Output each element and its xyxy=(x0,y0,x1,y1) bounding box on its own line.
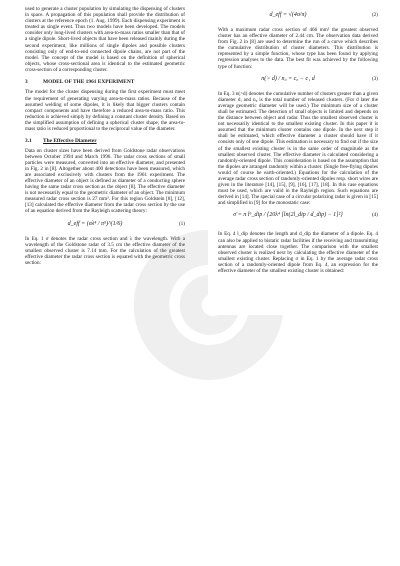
left-column xyxy=(25,6,185,269)
subsection-title: The Effective Diameter xyxy=(43,138,97,145)
subsection-paragraph: Data on cluster sizes have been derived from Goldstone radar observations between October 1994 and March 1996. The radar cross sections of small particles were measured, converted into an effective diameter, and presented in Fig. 2 in [8]. Altogether about 400 detections have been measured, which are associated exclusively with clusters from the 1961 experiment. The effective diameter of an object is defined as diameter of a conducting sphere having the same radar cross section as the object [8]. The effective diameter is not necessarily equal to the geometric diameter of an object. The minimum measured radar cross section is 27 mm². For this region Goldstein [8], [12], [13] calculated the effective diameter from the radar cross section by the use of an equation derived from the Rayleigh scattering theory: xyxy=(25,147,185,215)
right-column xyxy=(218,6,378,277)
section-title: MODEL OF THE 1961 EXPERIMENT xyxy=(43,79,135,86)
after-eq2-paragraph: With a maximum radar cross section of 466 mm² the greatest observed cluster has an effective diameter of 2.44 cm. The observation data derived from Fig. 2 in [8] are used to determine the run of a curve which describes the cumulative distribution of cluster diameters. This distribution is represented by a simple function, whose type has been found by applying regression analyses to the data. The best fit was achieved by the following type of function: xyxy=(218,27,378,70)
after-eq3-paragraph: In Eq. 3 n(>d) denotes the cumulative number of clusters greater than a given diameter d, and n₀ is the total number of released clusters. (For d later the average geometric diameter will be used.) The minimum size of a cluster shall be estimated. The detection of small objects is limited and depends on the distance between object and radar. Thus the smallest observed cluster is not necessarily identical to the smallest existing cluster. In this paper it is assumed that the minimum cluster contains one dipole. In the next step it shall be estimated, which effective diameter a cluster should have if it consists only of one dipole. This estimation is necessary to find out if the size of the smallest existing cluster is in the same order of magnitude as the smallest observed cluster. The effective diameter is calculated considering a randomly-oriented dipole. This consideration is based on the assumption that the dipoles are arranged randomly within a cluster. (Single free-flying dipoles would of course be earth-oriented.) Equations for the calculation of the average radar cross section of randomly-oriented dipoles resp. short wires are given in the literature [14], [15], [9], [16], [17], [18]. In this case equations must be used, which are valid in the Rayleigh region. Such equations are derived in [14]. The special case of a circular polarizing radar is given in [15] and simplified in [9] for the monostatic case: xyxy=(218,90,378,207)
intro-paragraph: used to generate a cluster population by simulating the dispensing of clusters in space. A propagation of this population shall provide the distribution of clusters at the reference epoch (1. Aug. 1999). Each dispensing experiment is treated as single event. Thus two models have been developed. The models consider only long-lived clusters with area-to-mass ratios smaller than that of a single dipole. Short-lived objects that have been released mainly during the second experiment, like millions of single dipoles and possible clusters consisting only of end-to-end connected dipole chains, are not part of the model. The concept of the model is based on the definition of spherical objects, whose cross-sectional area is identical to the estimated geometric cross-section of a corresponding cluster. xyxy=(25,6,185,73)
section-number: 3 xyxy=(25,79,28,86)
equation-1 xyxy=(25,218,185,232)
equation-2-number: (2) xyxy=(371,12,378,18)
equation-4 xyxy=(218,209,378,227)
subsection-number: 3.1 xyxy=(25,138,32,145)
section-heading xyxy=(25,79,185,85)
equation-2 xyxy=(218,9,378,23)
after-eq1-paragraph: In Eq. 1 σ denotes the radar cross section and λ the wavelength. With a wavelength of the Goldstone radar of 3.5 cm the effective diameter of the smallest observed cluster is 7.14 mm. For the calculation of the greatest effective diameter the radar cross section is equated with the geometric cross section: xyxy=(25,235,185,266)
subsection-heading xyxy=(25,138,185,144)
equation-4-number: (4) xyxy=(371,212,378,219)
equation-2-expression: d_eff = √(4σ/π) xyxy=(269,12,307,18)
equation-3-number: (3) xyxy=(371,75,378,82)
equation-1-number: (1) xyxy=(178,220,185,227)
after-eq4-paragraph: In Eq. 4 l_dip denotes the length and d_dip the diameter of a dipole. Eq. 4 can also be applied to bistatic radar facilities if the receiving and transmitting antennas are located close together. The comparison with the smallest observed cluster is realized next by calculating the effective diameter of the smallest existing cluster. Replacing σ in Eq. 1 by the average radar cross section of a randomly-oriented dipole from Eq. 4, an expression for the effective diameter of the smallest existing cluster is obtained: xyxy=(218,231,378,274)
equation-4-expression: σ̄ = π l⁶_dip / {20λ⁴ [ln(2l_dip / d_dip) − 1]²} xyxy=(233,212,343,219)
equation-3 xyxy=(218,73,378,87)
section-paragraph: The model for the cluster dispensing during the first experiment must meet the requirement of generating varying area-to-mass ratios. Because of the assumed welding of some dipoles, it is likely that bigger clusters contain compact components and have therefore a reduced area-to-mass ratio. This reduction is achieved simply by defining a constant cluster density. Based on the simplified assumption of defining a spherical cluster shape, the area-to-mass ratio is reduced proportional to the reciprocal value of the diameter. xyxy=(25,89,185,132)
equation-1-expression: d_eff = (σλ⁴ / π⁵)^(1/6) xyxy=(67,220,123,227)
equation-3-expression: n(> d) / n₀ = c₀ − c₁ d xyxy=(261,75,315,82)
